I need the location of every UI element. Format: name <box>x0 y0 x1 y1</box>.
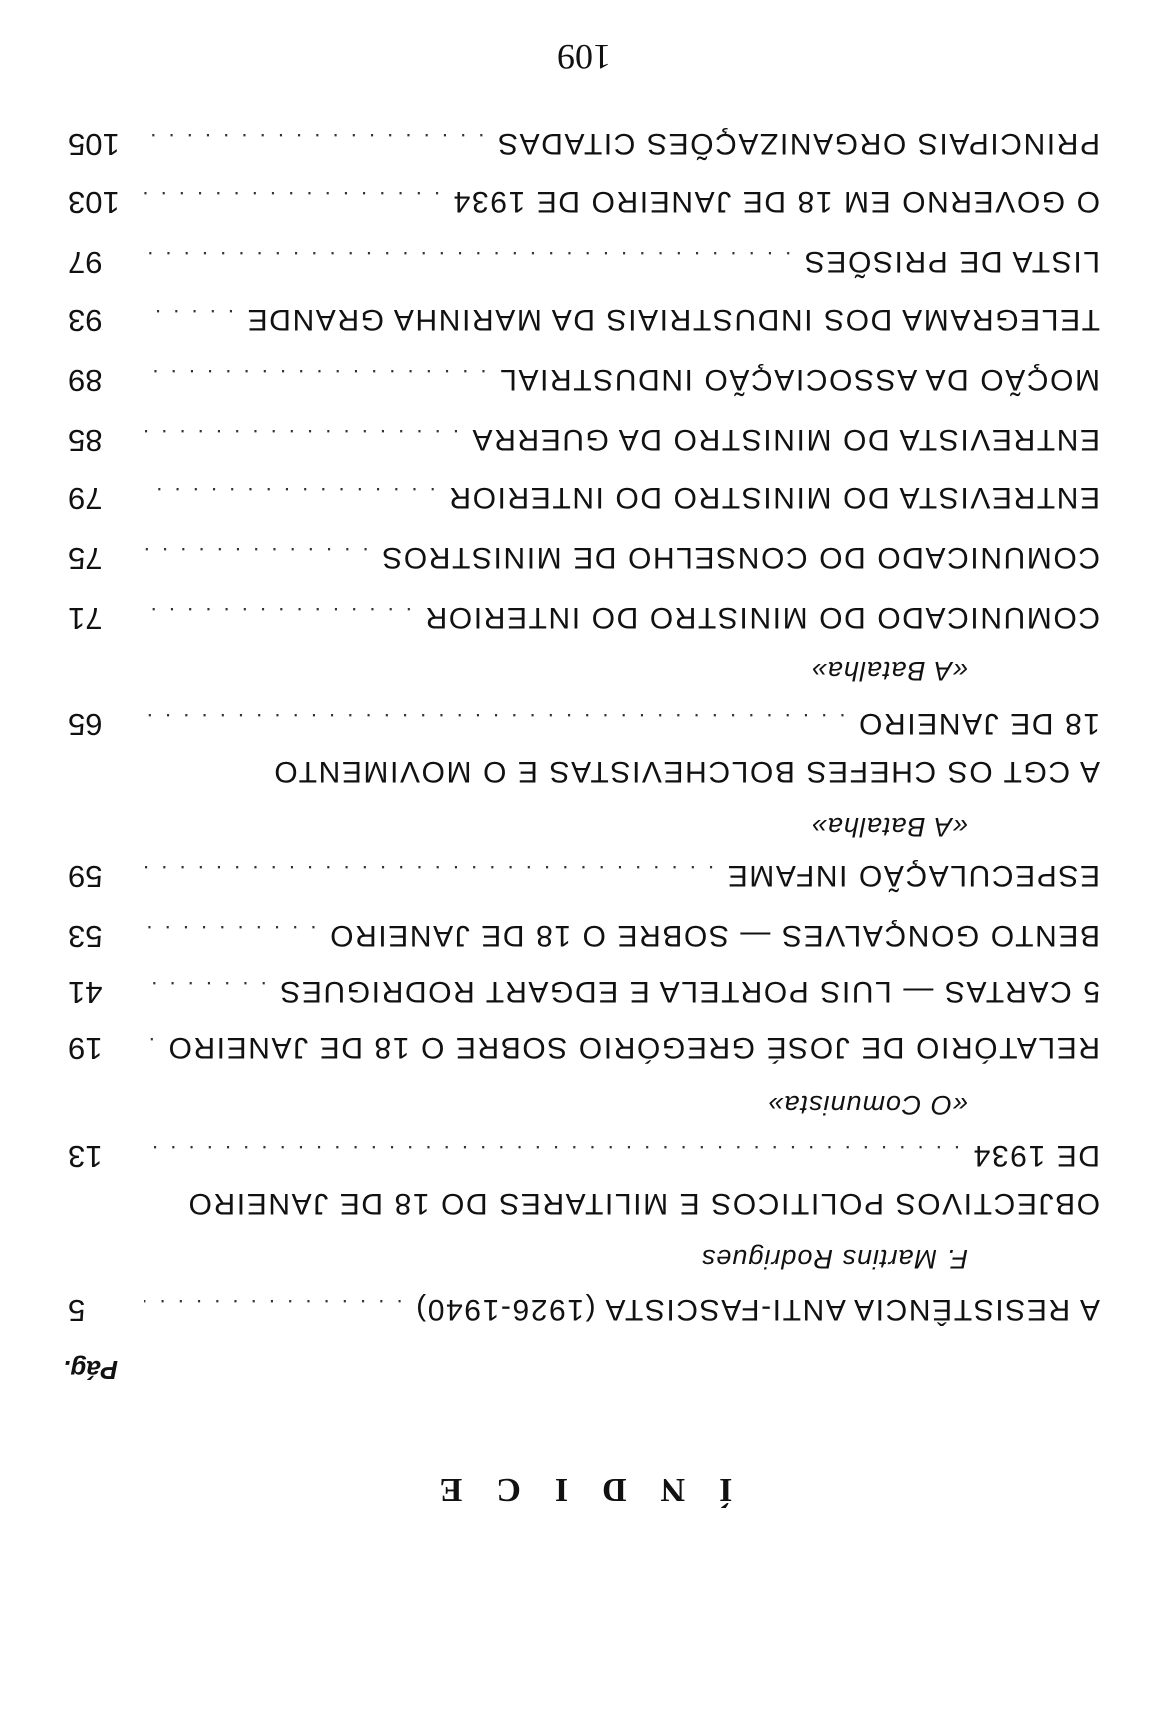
entry-author: «O Comunista» <box>767 1090 968 1120</box>
entry-author: «A Batalha» <box>810 812 968 842</box>
dot-leader <box>144 1294 403 1320</box>
entry-title: ENTREVISTA DO MINISTRO DO INTERIOR <box>447 481 1100 514</box>
dot-leader <box>144 304 234 330</box>
entry-page: 93 <box>68 303 103 338</box>
entry-page: 97 <box>68 245 103 280</box>
index-entry <box>68 422 1100 458</box>
index-entry <box>68 858 1100 894</box>
page-title: ÍNDICE <box>405 1471 733 1508</box>
entry-page: 41 <box>68 975 103 1010</box>
entry-page: 13 <box>68 1139 103 1174</box>
dot-leader <box>144 602 412 628</box>
index-entry <box>68 600 1100 636</box>
entry-page: 65 <box>68 707 103 742</box>
index-entry <box>68 918 1100 954</box>
entry-page: 103 <box>68 185 120 220</box>
entry-title: COMUNICADO DO CONSELHO DE MINISTROS <box>380 541 1100 574</box>
entry-title: ENTREVISTA DO MINISTRO DA GUERRA <box>470 423 1100 456</box>
entry-author: «A Batalha» <box>810 656 968 686</box>
entry-title: 18 DE JANEIRO <box>857 707 1100 740</box>
entry-title: O GOVERNO EM 18 DE JANEIRO DE 1934 <box>452 185 1100 218</box>
dot-leader <box>144 482 436 508</box>
dot-leader <box>144 708 845 734</box>
entry-page: 89 <box>68 363 103 398</box>
dot-leader <box>144 1140 960 1166</box>
page-column-label: Pág. <box>63 1355 118 1385</box>
index-entry <box>68 974 1100 1010</box>
entry-page: 85 <box>68 423 103 458</box>
entry-page: 71 <box>68 601 103 636</box>
index-entry <box>68 480 1100 516</box>
entry-title-line1: A CGT OS CHEFES BOLCHEVISTAS E O MOVIMENTO <box>272 755 1100 788</box>
page-number: 109 <box>557 37 611 77</box>
entry-page: 53 <box>68 919 103 954</box>
entry-title: MOÇÃO DA ASSOCIAÇÃO INDUSTRIAL <box>498 363 1100 396</box>
entry-title: LISTA DE PRISÕES <box>803 245 1100 278</box>
dot-leader <box>144 364 487 390</box>
dot-leader <box>144 860 714 886</box>
index-entry <box>68 1292 1100 1328</box>
dot-leader <box>144 920 317 946</box>
index-entry <box>68 362 1100 398</box>
dot-leader <box>144 542 369 568</box>
entry-title: TELEGRAMA DOS INDUSTRIAIS DA MARINHA GRANDE <box>246 303 1100 336</box>
index-entry <box>68 706 1100 742</box>
index-entry <box>68 1138 1100 1174</box>
entry-page: 105 <box>68 127 120 162</box>
entry-title: PRINCIPAIS ORGANIZAÇÕES CITADAS <box>496 127 1100 160</box>
dot-leader <box>144 424 459 450</box>
index-entry <box>68 540 1100 576</box>
entry-page: 79 <box>68 481 103 516</box>
index-entry <box>68 244 1100 280</box>
dot-leader <box>144 1032 155 1058</box>
entry-title: ESPECULAÇÃO INFAME <box>726 859 1100 892</box>
entry-author: F. Martins Rodrigues <box>700 1244 968 1274</box>
index-entry <box>68 126 1100 162</box>
entry-title: BENTO GONÇALVES — SOBRE O 18 DE JANEIRO <box>328 919 1100 952</box>
entry-title-line1: OBJECTIVOS POLITICOS E MILITARES DO 18 DE JANEIRO <box>186 1187 1100 1220</box>
index-entry <box>68 184 1100 220</box>
dot-leader <box>144 186 440 212</box>
entry-title: A RESISTÊNCIA ANTI-FASCISTA (1926-1940) <box>414 1293 1100 1326</box>
entry-title: DE 1934 <box>972 1139 1100 1172</box>
entry-page: 5 <box>68 1293 86 1328</box>
entry-page: 75 <box>68 541 103 576</box>
entry-title: COMUNICADO DO MINISTRO DO INTERIOR <box>423 601 1100 634</box>
index-entry <box>68 302 1100 338</box>
entry-title: 5 CARTAS — LUIS PORTELA E EDGART RODRIGUES <box>278 975 1100 1008</box>
dot-leader <box>144 128 484 154</box>
entry-page: 59 <box>68 859 103 894</box>
dot-leader <box>144 246 791 272</box>
entry-title: RELATÓRIO DE JOSÉ GREGÓRIO SOBRE O 18 DE JANEIRO <box>166 1031 1100 1064</box>
dot-leader <box>144 976 267 1002</box>
index-entry <box>68 1030 1100 1066</box>
entry-page: 19 <box>68 1031 103 1066</box>
